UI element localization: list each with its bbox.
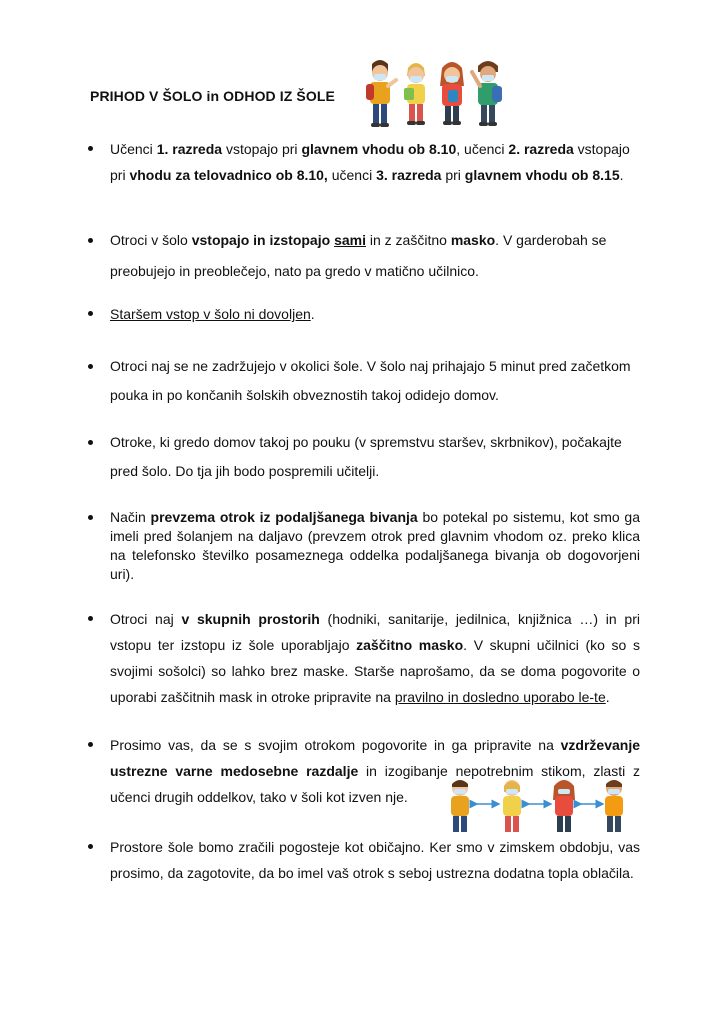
bullet-icon — [88, 616, 93, 621]
bullet-icon — [88, 440, 93, 445]
list-item — [110, 225, 640, 287]
text-segment: . — [605, 689, 610, 705]
list-item-text — [110, 839, 640, 881]
text-segment: vstopajo pri — [222, 141, 302, 157]
text-segment: prevzema otrok iz podaljšanega bivanja — [150, 509, 418, 525]
bullet-icon — [88, 515, 93, 520]
list-item — [110, 301, 640, 327]
text-segment: 3. razreda — [376, 167, 442, 183]
text-segment: sami — [334, 232, 366, 248]
bullet-icon — [88, 311, 93, 316]
text-segment: Prostore šole bomo zračili pogosteje kot običajno. Ker smo v zimskem obdobju, vas prosimo, da zagotovite, da bo imel vaš otrok s seboj ustrezna dodatna topla oblačila. — [110, 839, 640, 881]
bullet-icon — [88, 238, 93, 243]
text-segment: Otroci naj se ne zadržujejo v okolici šole. V šolo naj prihajajo 5 minut pred začetkom pouka in po končanih šolskih obveznostih takoj odidejo domov. — [110, 358, 631, 403]
text-segment: vstopajo in izstopajo — [191, 232, 335, 248]
list-item-text — [110, 611, 640, 705]
text-segment: učenci — [327, 167, 377, 183]
list-item — [110, 428, 640, 486]
text-segment: Otroke, ki gredo domov takoj po pouku (v spremstvu staršev, skrbnikov), počakajte pred šolo. Do tja jih bodo pospremili učitelji. — [110, 434, 622, 479]
text-segment: zaščitno masko — [356, 637, 464, 653]
text-segment: , učenci — [456, 141, 509, 157]
list-item — [110, 508, 640, 584]
text-segment: in z zaščitno — [365, 232, 451, 248]
text-segment: vstopajo pri — [110, 141, 630, 183]
text-segment: Otroci naj — [110, 611, 182, 627]
list-item — [110, 834, 640, 886]
text-segment: 1. razreda — [156, 141, 223, 157]
list-item-text — [110, 306, 315, 322]
text-segment: masko — [450, 232, 496, 248]
list-item-text — [110, 232, 606, 279]
list-item — [110, 606, 640, 710]
text-segment: . — [619, 167, 624, 183]
list-item — [110, 136, 640, 188]
text-segment: . V garderobah se preobujejo in preoblečejo, nato pa gredo v matično učilnico. — [110, 232, 607, 279]
text-segment: Otroci v šolo — [110, 232, 192, 248]
list-item-text — [110, 358, 631, 403]
list-item-text — [110, 434, 622, 479]
text-segment: Staršem vstop v šolo ni dovoljen — [110, 306, 311, 322]
list-item-text — [110, 141, 630, 183]
list-item — [110, 352, 640, 410]
text-segment: 2. razreda — [508, 141, 574, 157]
bullet-icon — [88, 364, 93, 369]
children-illustration-top — [362, 56, 512, 132]
bullet-icon — [88, 146, 93, 151]
bullet-icon — [88, 742, 93, 747]
text-segment: . — [310, 306, 315, 322]
distance-illustration — [440, 774, 625, 836]
text-segment: glavnem vhodu ob 8.15 — [464, 167, 620, 183]
text-segment: (hodniki, sanitarije, jedilnica, knjižnica …) in pri vstopu ter izstopu iz šole uporabljajo — [110, 611, 640, 653]
text-segment: Način — [110, 509, 151, 525]
text-segment: Prosimo vas, da se s svojim otrokom pogovorite in ga pripravite na — [110, 737, 561, 753]
text-segment: . V skupni učilnici (ko so s svojimi sošolci) so lahko brez maske. Starše naprošamo, da se doma pogovorite o uporabi zaščitnih mask in otroke pripravite na — [110, 637, 640, 705]
list-item-text — [110, 509, 640, 582]
text-segment: pravilno in dosledno uporabo le-te — [394, 689, 606, 705]
text-segment: v skupnih prostorih — [181, 611, 320, 627]
text-segment: in izogibanje nepotrebnim stikom, zlasti z učenci drugih oddelkov, tako v šoli kot izven nje. — [110, 763, 641, 805]
text-segment: pri — [441, 167, 465, 183]
bullet-icon — [88, 844, 93, 849]
text-segment: Učenci — [110, 141, 157, 157]
page-title: PRIHOD V ŠOLO in ODHOD IZ ŠOLE — [90, 88, 335, 104]
text-segment: vhodu za telovadnico ob 8.10, — [129, 167, 328, 183]
text-segment: vzdrževanje ustrezne varne medosebne razdalje — [110, 737, 640, 779]
text-segment: glavnem vhodu ob 8.10 — [301, 141, 457, 157]
text-segment: bo potekal po sistemu, kot smo ga imeli pred šolanjem na daljavo (prevzem otrok pred glavnim vhodom oz. preko klica na telefonsko številko posameznega oddelka podaljšanega bivanja ob dogovorjeni uri). — [110, 509, 640, 582]
